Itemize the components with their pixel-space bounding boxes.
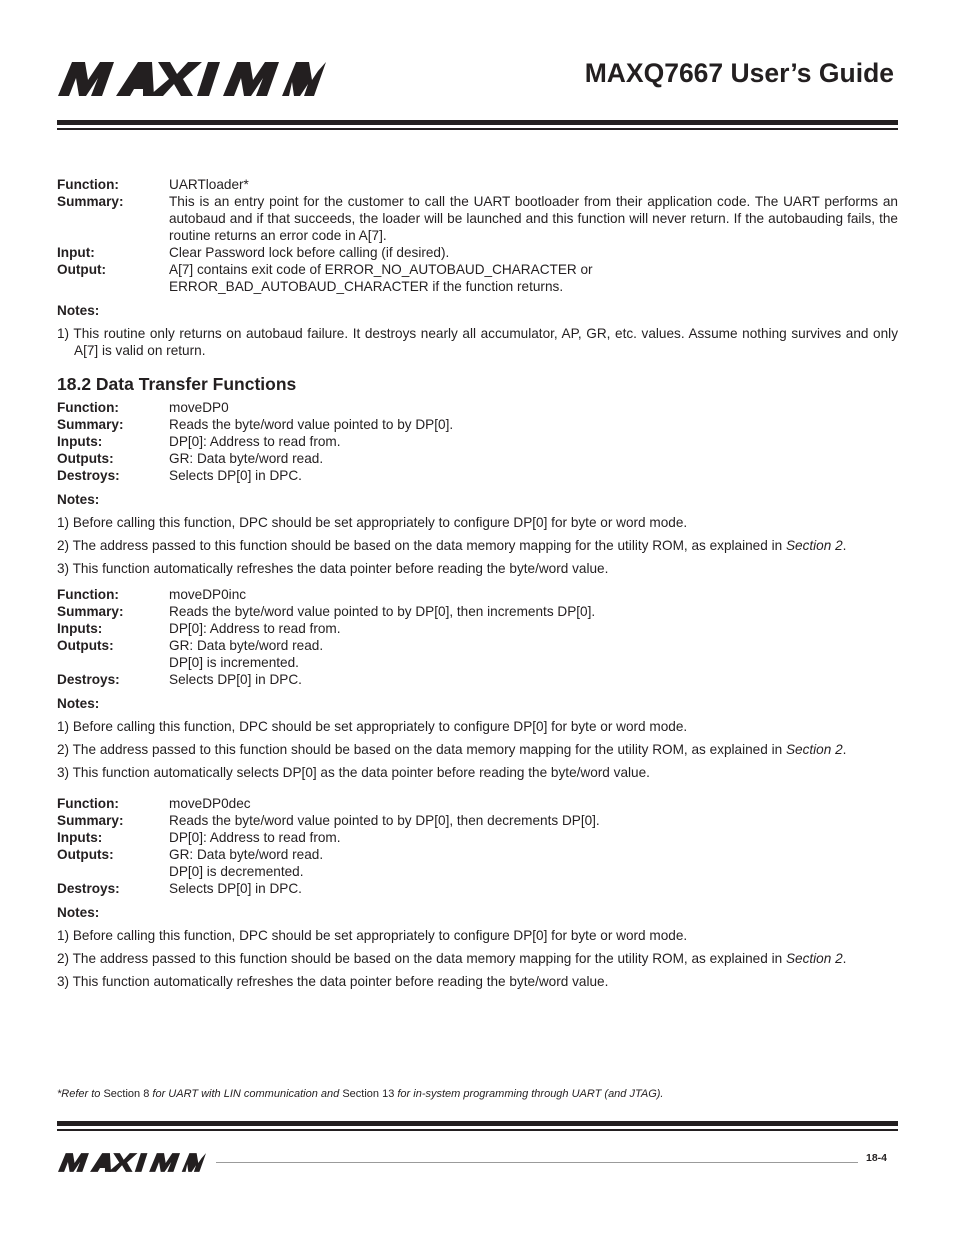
note-item <box>57 537 898 554</box>
outputs-line: DP[0] is decremented. <box>169 864 304 879</box>
outputs-value <box>169 846 898 880</box>
page-number: 18-4 <box>866 1152 888 1164</box>
function-label: Function: <box>57 796 119 811</box>
section-reference: Section 13 <box>342 1088 395 1100</box>
summary-label: Summary: <box>57 813 124 828</box>
note-item: 3) This function automatically refreshes the data pointer before reading the byte/word value. <box>57 561 609 576</box>
output-line: ERROR_BAD_AUTOBAUD_CHARACTER if the function returns. <box>169 279 564 294</box>
maxim-logo <box>58 1153 206 1172</box>
note-text: . <box>842 951 847 966</box>
destroys-label: Destroys: <box>57 672 120 687</box>
outputs-value <box>169 637 898 671</box>
section-reference: Section 8 <box>103 1088 150 1100</box>
summary-value: Reads the byte/word value pointed to by DP[0], then decrements DP[0]. <box>169 813 600 828</box>
note-item: 1) Before calling this function, DPC should be set appropriately to configure DP[0] for byte or word mode. <box>57 719 688 734</box>
note-item: 1) Before calling this function, DPC should be set appropriately to configure DP[0] for byte or word mode. <box>57 928 688 943</box>
summary-value: This is an entry point for the customer to call the UART bootloader from their application code. The UART performs an autobaud and if that succeeds, the loader will be launched and this function will never return. If the autobauding fails, the routine returns an error code in A[7]. <box>169 194 898 243</box>
outputs-label: Outputs: <box>57 847 114 862</box>
inputs-value: DP[0]: Address to read from. <box>169 434 341 449</box>
destroys-value: Selects DP[0] in DPC. <box>169 881 302 896</box>
footnote-text: for in-system programming through UART (and JTAG). <box>394 1088 664 1100</box>
note-text: 2) The address passed to this function should be based on the data memory mapping for the utility ROM, as explained in <box>57 538 786 553</box>
function-value: moveDP0dec <box>169 796 251 811</box>
outputs-label: Outputs: <box>57 451 114 466</box>
output-label: Output: <box>57 262 107 277</box>
destroys-label: Destroys: <box>57 881 120 896</box>
section-reference: Section 2 <box>785 951 843 966</box>
destroys-value: Selects DP[0] in DPC. <box>169 672 302 687</box>
outputs-label: Outputs: <box>57 638 114 653</box>
maxim-logo <box>58 62 326 96</box>
input-value: Clear Password lock before calling (if desired). <box>169 245 450 260</box>
uartloader-definition <box>57 176 898 295</box>
function-value: UARTloader* <box>169 177 249 192</box>
outputs-value: GR: Data byte/word read. <box>169 451 324 466</box>
summary-label: Summary: <box>57 604 124 619</box>
outputs-line: DP[0] is incremented. <box>169 655 299 670</box>
summary-label: Summary: <box>57 194 124 209</box>
header-rule-thick <box>57 120 898 125</box>
function-label: Function: <box>57 587 119 602</box>
output-value <box>169 261 898 295</box>
footer-divider <box>216 1162 858 1163</box>
note-item <box>57 950 898 967</box>
note-text: . <box>842 538 847 553</box>
footer-rule-thick <box>57 1121 898 1126</box>
inputs-label: Inputs: <box>57 621 103 636</box>
function-label: Function: <box>57 177 119 192</box>
summary-value: Reads the byte/word value pointed to by DP[0]. <box>169 417 454 432</box>
section-reference: Section 2 <box>785 742 843 757</box>
movedp0-definition <box>57 399 898 484</box>
summary-value: Reads the byte/word value pointed to by DP[0], then increments DP[0]. <box>169 604 596 619</box>
footer-rule-thin <box>57 1129 898 1131</box>
destroys-value: Selects DP[0] in DPC. <box>169 468 302 483</box>
note-text: 2) The address passed to this function should be based on the data memory mapping for the utility ROM, as explained in <box>57 742 786 757</box>
notes-heading: Notes: <box>57 696 100 711</box>
outputs-line: GR: Data byte/word read. <box>169 638 324 653</box>
footnote-text: *Refer to <box>57 1088 104 1100</box>
notes-heading: Notes: <box>57 492 100 507</box>
outputs-line: GR: Data byte/word read. <box>169 847 324 862</box>
note-text: 2) The address passed to this function should be based on the data memory mapping for the utility ROM, as explained in <box>57 951 786 966</box>
notes-heading: Notes: <box>57 905 100 920</box>
section-reference: Section 2 <box>785 538 843 553</box>
movedp0inc-definition <box>57 586 898 688</box>
destroys-label: Destroys: <box>57 468 120 483</box>
function-label: Function: <box>57 400 119 415</box>
movedp0dec-definition <box>57 795 898 897</box>
document-title: MAXQ7667 User’s Guide <box>584 58 894 88</box>
inputs-label: Inputs: <box>57 434 103 449</box>
section-heading: 18.2 Data Transfer Functions <box>57 374 297 394</box>
note-item: 1) This routine only returns on autobaud failure. It destroys nearly all accumulator, AP, GR, etc. values. Assume nothing survives and only A[7] is valid on return. <box>57 326 898 358</box>
footnote-text: for UART with LIN communication and <box>149 1088 343 1100</box>
note-item <box>57 741 898 758</box>
footnote <box>57 1088 664 1101</box>
input-label: Input: <box>57 245 95 260</box>
note-text: . <box>842 742 847 757</box>
note-item: 1) Before calling this function, DPC should be set appropriately to configure DP[0] for byte or word mode. <box>57 515 688 530</box>
function-value: moveDP0 <box>169 400 229 415</box>
output-line: A[7] contains exit code of ERROR_NO_AUTOBAUD_CHARACTER or <box>169 262 593 277</box>
note-item: 3) This function automatically selects DP[0] as the data pointer before reading the byte/word value. <box>57 765 650 780</box>
inputs-value: DP[0]: Address to read from. <box>169 830 341 845</box>
summary-label: Summary: <box>57 417 124 432</box>
header-rule-thin <box>57 128 898 130</box>
notes-heading: Notes: <box>57 303 100 318</box>
inputs-value: DP[0]: Address to read from. <box>169 621 341 636</box>
inputs-label: Inputs: <box>57 830 103 845</box>
page-content <box>57 176 898 996</box>
function-value: moveDP0inc <box>169 587 247 602</box>
note-item: 3) This function automatically refreshes the data pointer before reading the byte/word value. <box>57 974 609 989</box>
